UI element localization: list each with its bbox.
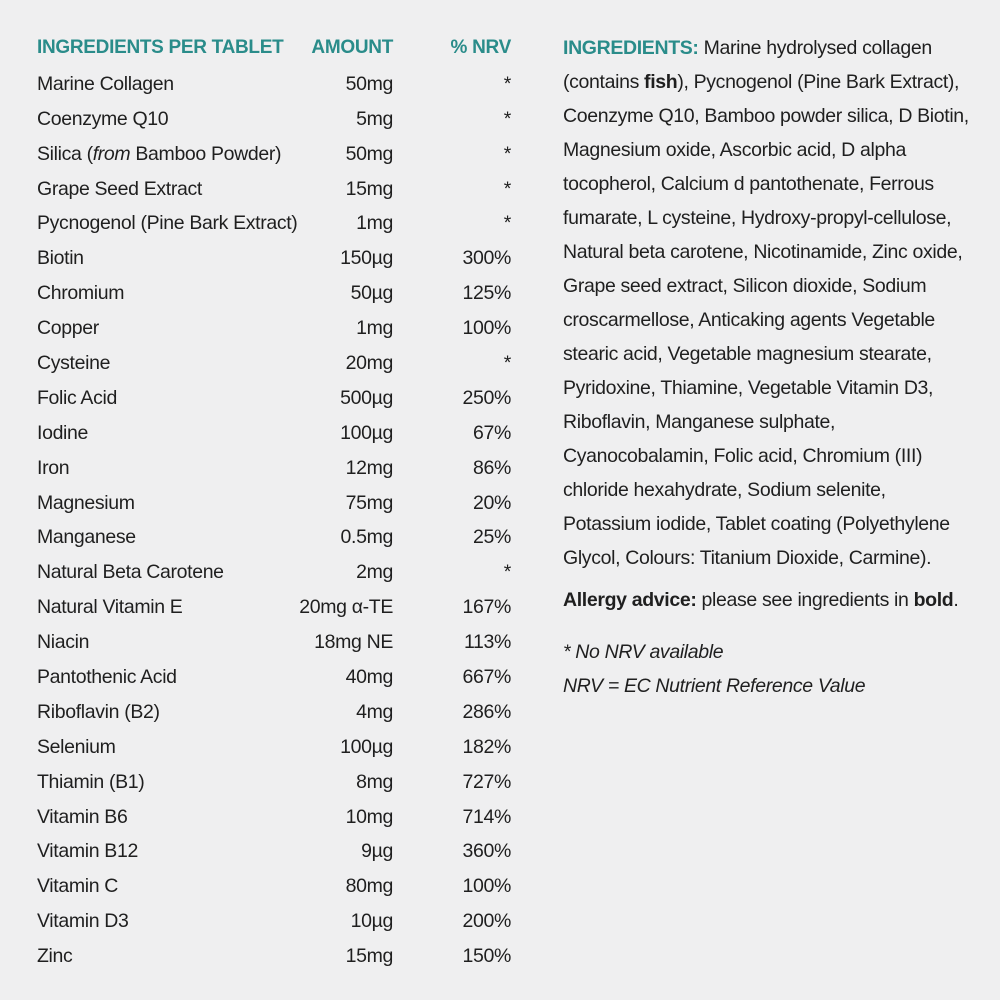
table-row [37, 591, 513, 626]
ingredient-name: Vitamin D3 [37, 910, 129, 933]
ingredients-text: INGREDIENTS: Marine hydrolysed collagen (contains fish), Pycnogenol (Pine Bark Extract), Coenzyme Q10, Bamboo powder silica, D Biotin, Magnesium oxide, Ascorbic acid, D alpha tocopherol, Calcium d pantothenate, Ferrous fumarate, L cysteine, Hydroxy-propyl-cellulose, Natural beta carotene, Nicotinamide, Zinc oxide, Grape seed extract, Silicon dioxide, Sodium croscarmellose, Anticaking agents Vegetable stearic acid, Vegetable magnesium stearate, Pyridoxine, Thiamine, Vegetable Vitamin D3, Riboflavin, Manganese sulphate, Cyanocobalamin, Folic acid, Chromium (III) chloride hexahydrate, Sodium selenite, Potassium iodide, Tablet coating (Polyethylene Glycol, Colours: Titanium Dioxide, Carmine). [563, 37, 969, 569]
ingredient-nrv: * [503, 107, 511, 130]
table-row [37, 731, 513, 766]
table-row [37, 835, 513, 870]
table-row [37, 382, 513, 417]
ingredient-name: Zinc [37, 945, 73, 968]
ingredient-name: Selenium [37, 735, 116, 758]
ingredient-nrv: 667% [462, 666, 511, 689]
table-row [37, 870, 513, 905]
ingredient-amount: 4mg [356, 700, 393, 723]
table-body [37, 68, 513, 975]
table-row [37, 940, 513, 975]
ingredient-amount: 80mg [345, 875, 393, 898]
footnotes [563, 635, 973, 703]
table-row [37, 556, 513, 591]
ingredient-amount: 10µg [350, 910, 393, 933]
ingredient-name: Vitamin C [37, 875, 119, 898]
ingredient-nrv: 300% [462, 247, 511, 270]
ingredient-nrv: 182% [462, 735, 511, 758]
ingredient-amount: 1mg [356, 317, 393, 340]
ingredient-nrv: * [503, 212, 511, 235]
ingredient-name: Grape Seed Extract [37, 177, 202, 200]
ingredient-nrv: 125% [462, 282, 511, 305]
ingredient-name: Manganese [37, 526, 136, 549]
ingredient-amount: 100µg [340, 735, 393, 758]
table-row [37, 801, 513, 836]
table-row [37, 487, 513, 522]
table-row [37, 68, 513, 103]
ingredient-amount: 50mg [345, 142, 393, 165]
ingredient-nrv: 286% [462, 700, 511, 723]
table-row [37, 661, 513, 696]
table-row [37, 696, 513, 731]
ingredient-nrv: 360% [462, 840, 511, 863]
ingredient-name: Vitamin B12 [37, 840, 138, 863]
ingredient-nrv: 167% [462, 596, 511, 619]
ingredient-amount: 75mg [345, 491, 393, 514]
table-header [37, 33, 513, 68]
ingredient-nrv: 113% [463, 631, 511, 654]
note-nrv-definition: NRV = EC Nutrient Reference Value [563, 675, 866, 697]
ingredient-amount: 100µg [340, 421, 393, 444]
ingredient-nrv: 20% [473, 491, 511, 514]
ingredient-name: Cysteine [37, 352, 111, 375]
ingredient-amount: 2mg [356, 561, 393, 584]
ingredient-amount: 5mg [356, 107, 393, 130]
ingredient-amount: 12mg [345, 456, 393, 479]
ingredient-nrv: 727% [462, 770, 511, 793]
ingredient-amount: 150µg [340, 247, 393, 270]
ingredient-name: Vitamin B6 [37, 805, 128, 828]
ingredient-amount: 40mg [345, 666, 393, 689]
ingredient-name: Niacin [37, 631, 90, 654]
table-row [37, 173, 513, 208]
header-ingredients: INGREDIENTS PER TABLET [37, 37, 284, 58]
ingredient-amount: 15mg [345, 177, 393, 200]
ingredient-name: Natural Beta Carotene [37, 561, 224, 584]
table-row [37, 766, 513, 801]
table-row [37, 103, 513, 138]
ingredients-heading: INGREDIENTS: [563, 37, 699, 59]
allergen-fish: fish [644, 71, 678, 93]
ingredient-name: Thiamin (B1) [37, 770, 145, 793]
ingredient-name: Natural Vitamin E [37, 596, 183, 619]
ingredient-name: Pantothenic Acid [37, 666, 177, 689]
table-row [37, 626, 513, 661]
table-row [37, 207, 513, 242]
ingredient-amount: 1mg [356, 212, 393, 235]
ingredient-nrv: 250% [462, 386, 511, 409]
ingredient-nrv: 67% [473, 421, 511, 444]
ingredient-nrv: * [503, 352, 511, 375]
ingredient-name: Magnesium [37, 491, 135, 514]
ingredient-amount: 50mg [345, 72, 393, 95]
ingredient-name: Riboflavin (B2) [37, 700, 160, 723]
ingredient-nrv: 150% [462, 945, 511, 968]
ingredient-name: Silica (from Bamboo Powder) [37, 142, 282, 165]
ingredient-amount: 15mg [345, 945, 393, 968]
ingredient-nrv: * [503, 561, 511, 584]
ingredient-nrv: * [503, 177, 511, 200]
ingredient-nrv: 714% [462, 805, 511, 828]
ingredient-amount: 0.5mg [340, 526, 393, 549]
ingredient-name: Marine Collagen [37, 72, 174, 95]
note-no-nrv: * No NRV available [563, 641, 724, 663]
nutrition-table [37, 33, 513, 975]
ingredient-nrv: 100% [462, 875, 511, 898]
ingredients-panel [563, 31, 973, 703]
ingredient-name: Biotin [37, 247, 84, 270]
ingredient-name: Pycnogenol (Pine Bark Extract) [37, 212, 298, 235]
ingredient-amount: 8mg [356, 770, 393, 793]
ingredient-nrv: 86% [473, 456, 511, 479]
ingredient-amount: 20mg α-TE [299, 596, 393, 619]
ingredient-amount: 50µg [350, 282, 393, 305]
ingredient-amount: 20mg [345, 352, 393, 375]
ingredient-amount: 500µg [340, 386, 393, 409]
ingredient-name: Chromium [37, 282, 125, 305]
ingredient-amount: 10mg [345, 805, 393, 828]
ingredient-name: Iodine [37, 421, 89, 444]
table-row [37, 521, 513, 556]
ingredient-name: Folic Acid [37, 386, 117, 409]
ingredient-name: Iron [37, 456, 70, 479]
ingredient-name: Coenzyme Q10 [37, 107, 169, 130]
table-row [37, 242, 513, 277]
ingredient-nrv: 25% [473, 526, 511, 549]
table-row [37, 277, 513, 312]
ingredient-nrv: 200% [462, 910, 511, 933]
table-row [37, 417, 513, 452]
table-row [37, 312, 513, 347]
ingredient-nrv: * [503, 72, 511, 95]
table-row [37, 347, 513, 382]
table-row [37, 452, 513, 487]
table-row [37, 138, 513, 173]
ingredient-nrv: * [503, 142, 511, 165]
header-nrv: % NRV [450, 37, 511, 58]
table-row [37, 905, 513, 940]
ingredient-name: Copper [37, 317, 99, 340]
ingredient-amount: 18mg NE [314, 631, 393, 654]
allergy-advice: Allergy advice: please see ingredients in bold. [563, 589, 959, 611]
header-amount: AMOUNT [311, 37, 393, 58]
ingredient-nrv: 100% [462, 317, 511, 340]
ingredient-amount: 9µg [361, 840, 393, 863]
